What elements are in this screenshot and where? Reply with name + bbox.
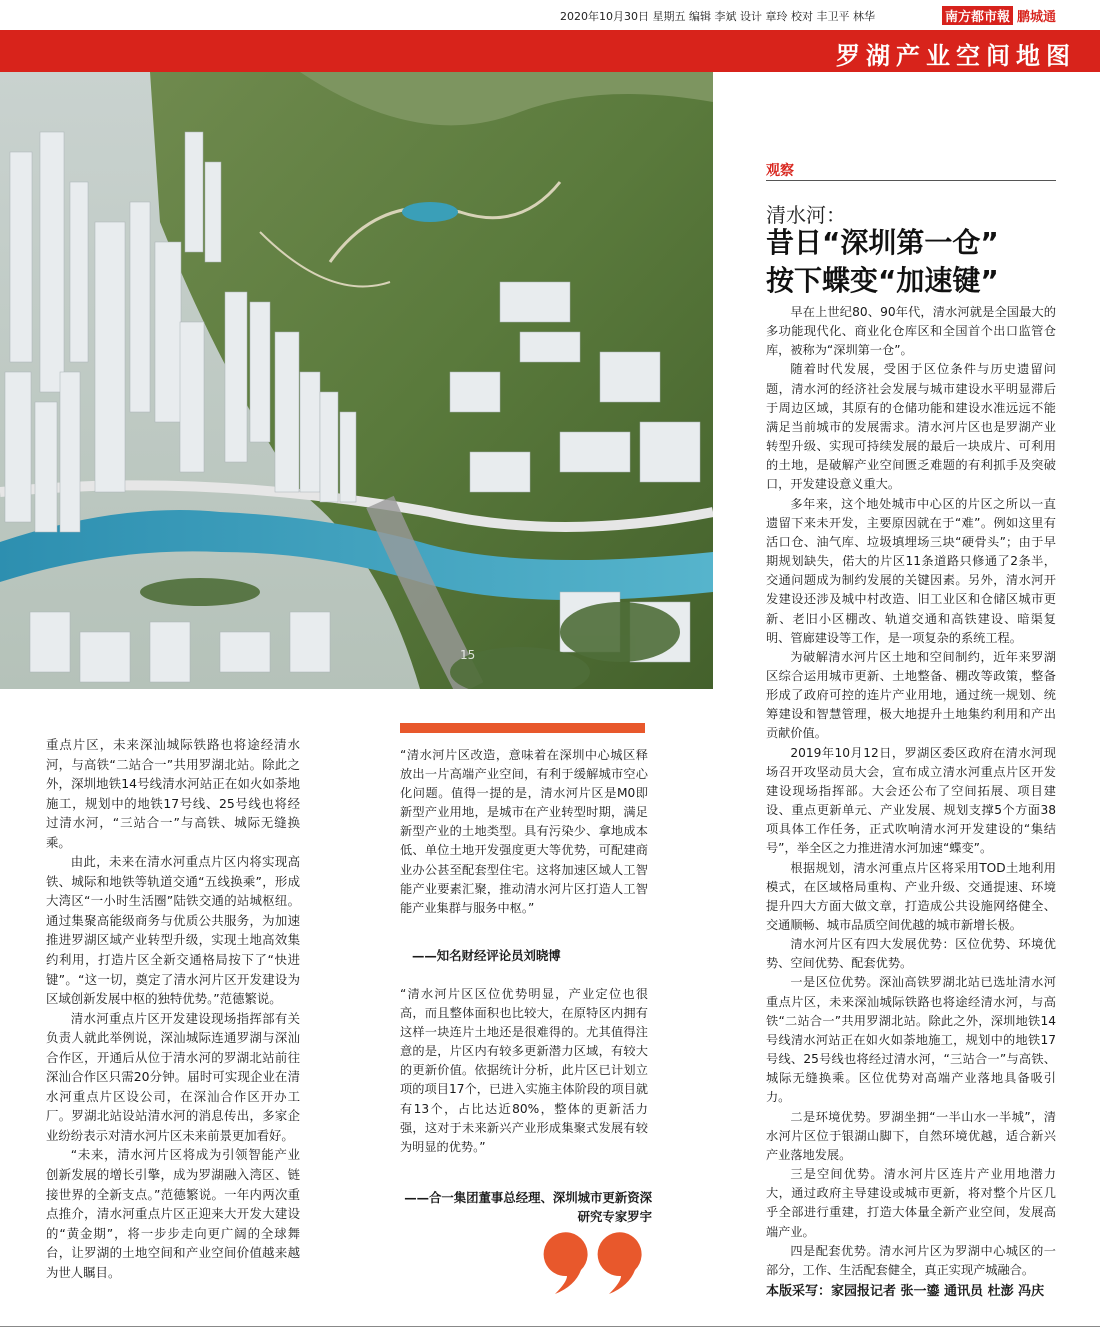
paragraph: 由此，未来在清水河重点片区内将实现高铁、城际和地铁等轨道交通“五线换乘”，形成大湾区“一小时生活圈”陆铁交通的站城枢纽。通过集聚高能级商务与优质公共服务，为加速推进罗湖区域产业转型升级，实现土地高效集约利用，打造片区全新交通格局按下了“快进键”。“这一切，奠定了清水河片区开发建设为区域创新发展中枢的独特优势。”范德繁说。 xyxy=(46,854,300,1007)
header-meta: 2020年10月30日 星期五 编辑 李斌 设计 章玲 校对 丰卫平 林华 xyxy=(560,10,875,23)
aerial-rendering-image xyxy=(0,72,713,689)
paragraph: 清水河片区有四大发展优势：区位优势、环境优势、空间优势、配套优势。 xyxy=(766,937,1056,971)
paragraph: 2019年10月12日，罗湖区委区政府在清水河现场召开攻坚动员大会，宣布成立清水河重点片区开发建设现场指挥部。大会还公布了空间拓展、项目建设、重点更新单元、产业发展、规划支撑5个方面38项具体工作任务，正式吹响清水河开发建设的“集结号”，举全区之力推进清水河加速“蝶变”。 xyxy=(766,745,1056,856)
paragraph: 为破解清水河片区土地和空间制约，近年来罗湖区综合运用城市更新、土地整备、棚改等政策，整备形成了政府可控的连片产业用地，通过统一规划、统筹建设和智慧管理，极大地提升土地集约利用和产出贡献价值。 xyxy=(766,649,1056,741)
pull-quote-2-attribution: ——合一集团董事总经理、深圳城市更新资深研究专家罗宇 xyxy=(404,1190,652,1224)
page-banner xyxy=(0,30,1100,72)
newspaper-logo: 南方都市報 xyxy=(942,6,1013,25)
paragraph: 随着时代发展，受困于区位条件与历史遗留问题，清水河的经济社会发展与城市建设水平明显滞后于周边区域，其原有的仓储功能和建设水准远远不能满足当前城市的发展需求。清水河片区也是罗湖产业转型升级、实现可持续发展的最后一块成片、可利用的土地，是破解产业空间匮乏难题的有利抓手及突破口，开发建设意义重大。 xyxy=(766,362,1056,492)
paragraph: 一是区位优势。深汕高铁罗湖北站已选址清水河重点片区，未来深汕城际铁路也将途经清水河，与高铁“二站合一”共用罗湖北站。除此之外，深圳地铁14号线清水河站正在如火如荼地施工，规划中的地铁17号线、25号线也将经过清水河，“三站合一”与高铁、城际无缝换乘。区位优势对高端产业落地具备吸引力。 xyxy=(766,975,1056,1105)
quotation-marks-icon xyxy=(537,1230,647,1294)
paragraph: “未来，清水河片区将成为引领智能产业创新发展的增长引擎，成为罗湖融入湾区、链接世界的全新支点。”范德繁说。一年内两次重点推介，清水河重点片区正迎来大开发大建设的“黄金期”，将一步步走向更广阔的全球舞台，让罗湖的土地空间和产业空间价值越来越为世人瞩目。 xyxy=(46,1147,300,1280)
article-kicker: 清水河： xyxy=(766,203,846,227)
pull-quote-2: “清水河片区区位优势明显，产业定位也很高，而且整体面积也比较大，在原特区内拥有这样一块连片土地还是很难得的。尤其值得注意的是，片区内有较多更新潜力区域，有较大的更新价值。依据统计分析，此片区已计划立项的项目17个，已进入实施主体阶段的项目就有13个，占比达近80%，整体的更新活力强，这对于未来新兴产业形成集聚式发展有较为明显的优势。” xyxy=(400,987,648,1154)
brand-logo: 鹏城通 xyxy=(1017,9,1057,25)
bottom-rule xyxy=(0,1326,1100,1327)
article-headline xyxy=(766,224,1066,300)
quote-accent-bar xyxy=(400,723,645,733)
paragraph: 三是空间优势。清水河片区连片产业用地潜力大，通过政府主导建设或城市更新，将对整个片区几乎全部进行重建，打造大体量全新产业空间，发展高端产业。 xyxy=(766,1167,1056,1239)
headline-line-1: 昔日“深圳第一仓” xyxy=(766,226,999,259)
left-column-body xyxy=(46,735,300,1282)
right-column-body xyxy=(766,303,1056,1280)
paragraph: 四是配套优势。清水河片区为罗湖中心城区的一部分，工作、生活配套健全，真正实现产城融合。 xyxy=(766,1243,1056,1277)
paragraph: 清水河重点片区开发建设现场指挥部有关负责人就此举例说，深汕城际连通罗湖与深汕合作区，开通后从位于清水河的罗湖北站前往深汕合作区只需20分钟。届时可实现企业在清水河重点片区设公司，在深汕合作区开办工厂。罗湖北站设站清水河的消息传出，多家企业纷纷表示对清水河片区未来前景更加看好。 xyxy=(46,1010,300,1143)
image-page-mark: 15 xyxy=(460,648,476,662)
page-title: 罗湖产业空间地图 xyxy=(836,42,1076,70)
paragraph: 重点片区，未来深汕城际铁路也将途经清水河，与高铁“二站合一”共用罗湖北站。除此之外，深圳地铁14号线清水河站正在如火如荼地施工，规划中的地铁17号线、25号线也将经过清水河，“三站合一”与高铁、城际无缝换乘。 xyxy=(46,737,300,850)
section-tag: 观察 xyxy=(766,163,794,179)
headline-line-2: 按下蝶变“加速键” xyxy=(766,264,999,297)
section-rule xyxy=(766,180,1056,181)
pull-quote-1-attribution: ——知名财经评论员刘晓博 xyxy=(412,948,561,963)
pull-quote-1: “清水河片区改造，意味着在深圳中心城区释放出一片高端产业空间，有利于缓解城市空心化问题。值得一提的是，清水河片区是M0即新型产业用地，是城市在产业转型时期，满足新型产业的土地类型。具有污染少、拿地成本低、单位土地开发强度更大等优势，可配建商业办公甚至配套型住宅。这将加速区域人工智能产业要素汇聚，推动清水河片区打造人工智能产业集群与服务中枢。” xyxy=(400,748,648,915)
paragraph: 早在上世纪80、90年代，清水河就是全国最大的多功能现代化、商业化仓库区和全国首个出口监管仓库，被称为“深圳第一仓”。 xyxy=(766,305,1056,358)
paragraph: 多年来，这个地处城市中心区的片区之所以一直遗留下来未开发，主要原因就在于“难”。例如这里有活口仓、油气库、垃圾填埋场三块“硬骨头”；由于早期规划缺失，偌大的片区11条道路只修通了2条半，交通问题成为制约发展的关键因素。另外，清水河开发建设还涉及城中村改造、旧工业区和仓储区城市更新、老旧小区棚改、轨道交通和高铁建设、暗渠复明、管廊建设等工作，是一项复杂的系统工程。 xyxy=(766,496,1056,645)
masthead-logo xyxy=(942,6,1092,24)
paragraph: 二是环境优势。罗湖坐拥“一半山水一半城”，清水河片区位于银湖山脚下，自然环境优越，适合新兴产业落地发展。 xyxy=(766,1109,1056,1162)
paragraph: 根据规划，清水河重点片区将采用TOD土地利用模式，在区域格局重构、产业升级、交通提速、环境提升四大方面大做文章，打造成公共设施网络健全、交通顺畅、城市品质空间优越的城市新增长极。 xyxy=(766,860,1056,932)
byline: 本版采写：家园报记者 张一鎏 通讯员 杜澎 冯庆 xyxy=(766,1284,1045,1299)
